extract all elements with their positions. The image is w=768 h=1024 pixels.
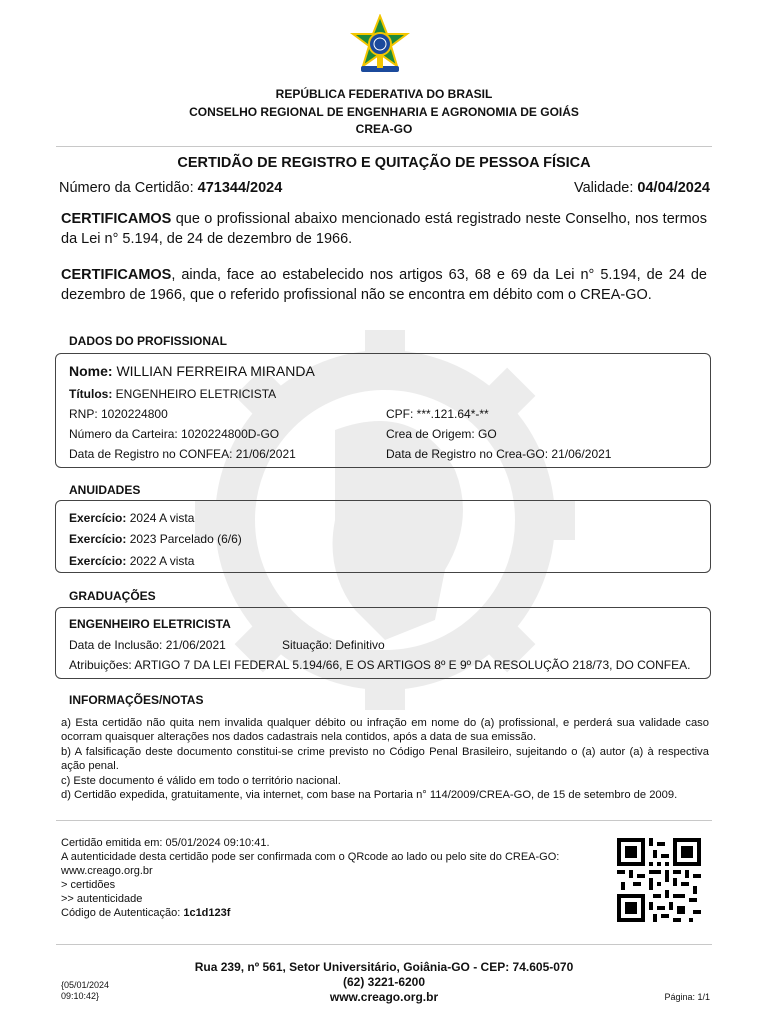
header-crea: CREA-GO: [355, 122, 413, 136]
certify-text-1: que o profissional abaixo mencionado está registrado neste Conselho, nos termos da Lei n° 5.194, de 24 de dezembro de 1966.: [61, 211, 707, 247]
annuity-item: [69, 532, 242, 546]
auth-code-value: 1c1d123f: [183, 907, 231, 919]
divider: [56, 820, 712, 821]
certificate-number-label: Número da Certidão:: [59, 180, 194, 196]
degree-name: ENGENHEIRO ELETRICISTA: [69, 617, 231, 631]
certify-lead-2: CERTIFICAMOS: [61, 267, 172, 283]
certificate-number-value: 471344/2024: [197, 180, 283, 196]
header-council: CONSELHO REGIONAL DE ENGENHARIA E AGRONOMIA DE GOIÁS: [189, 105, 579, 119]
annuity-value: 2024 A vista: [129, 511, 195, 525]
inclusion-date: Data de Inclusão: 21/06/2021: [69, 638, 226, 652]
qr-code-icon[interactable]: [617, 838, 701, 922]
validity: [574, 180, 710, 196]
certify-text-2: , ainda, face ao estabelecido nos artigos 63, 68 e 69 da Lei n° 5.194, de 24 de dezembro de 1966, que o referido profissional não se encontra em débito com o CREA-GO.: [61, 267, 707, 303]
professional-box: [55, 353, 711, 468]
header-republic: REPÚBLICA FEDERATIVA DO BRASIL: [275, 87, 493, 101]
certification-paragraph-1: [61, 209, 707, 249]
authenticity-note: A autenticidade desta certidão pode ser confirmada com o QRcode ao lado ou pelo site do CREA-GO:: [61, 851, 560, 863]
situation: Situação: Definitivo: [282, 638, 385, 652]
council-website[interactable]: www.creago.org.br: [329, 990, 439, 1004]
note-d: d) Certidão expedida, gratuitamente, via internet, com base na Portaria n° 114/2009/CREA-GO, de 15 de setembro de 2009.: [61, 789, 678, 802]
step-autenticidade: >> autenticidade: [61, 893, 143, 905]
certify-lead-1: CERTIFICAMOS: [61, 211, 172, 227]
auth-code: [61, 906, 559, 920]
timestamp-stamp: [61, 980, 109, 1002]
professional-section-title: DADOS DO PROFISSIONAL: [69, 334, 228, 348]
professional-titles: [69, 387, 276, 401]
council-address: Rua 239, nº 561, Setor Universitário, Goiânia-GO - CEP: 74.605-070: [194, 960, 574, 974]
annuity-item: [69, 554, 194, 568]
name-value: WILLIAN FERREIRA MIRANDA: [116, 363, 315, 379]
creago-registration-date: Data de Registro no Crea-GO: 21/06/2021: [386, 447, 612, 461]
cpf: CPF: ***.121.64*-**: [386, 407, 489, 421]
certificate-number: [59, 180, 282, 196]
divider: [56, 944, 712, 945]
timestamp-time: 09:10:42}: [61, 991, 100, 1001]
validity-label: Validade:: [574, 180, 634, 196]
certification-paragraph-2: [61, 265, 707, 305]
timestamp-date: {05/01/2024: [61, 980, 110, 990]
titles-label: Títulos:: [69, 387, 113, 401]
professional-name: [69, 363, 315, 379]
council-phone: (62) 3221-6200: [342, 975, 426, 989]
rnp: RNP: 1020224800: [69, 407, 168, 421]
issued-date: Certidão emitida em: 05/01/2024 09:10:41.: [61, 837, 270, 849]
document-title: CERTIDÃO DE REGISTRO E QUITAÇÃO DE PESSOA FÍSICA: [177, 155, 591, 171]
annuity-value: 2023 Parcelado (6/6): [129, 532, 242, 546]
confea-registration-date: Data de Registro no CONFEA: 21/06/2021: [69, 447, 296, 461]
step-certidoes: > certidões: [61, 879, 116, 891]
auth-code-label: Código de Autenticação:: [61, 907, 181, 919]
annuity-label: Exercício:: [69, 532, 127, 546]
annuity-item: [69, 511, 194, 525]
name-label: Nome:: [69, 363, 113, 379]
graduations-box: [55, 607, 711, 679]
brazil-coat-of-arms-emblem: [349, 14, 411, 78]
attributions: Atribuições: ARTIGO 7 DA LEI FEDERAL 5.194/66, E OS ARTIGOS 8º E 9º DA RESOLUÇÃO 218/73, DO CONFEA.: [69, 658, 691, 672]
crea-origin: Crea de Origem: GO: [386, 427, 497, 441]
graduations-section-title: GRADUAÇÕES: [69, 589, 156, 603]
divider: [56, 146, 712, 147]
authenticity-block: [61, 836, 559, 920]
note-a: a) Esta certidão não quita nem invalida qualquer débito ou infração em nome do (a) profissional, e perderá sua validade caso ocorram quaisquer alterações nos dados cadastrais nela contidos, após a data de sua emissão.: [61, 717, 709, 744]
notes-section-title: INFORMAÇÕES/NOTAS: [69, 693, 204, 707]
titles-value: ENGENHEIRO ELETRICISTA: [115, 387, 277, 401]
note-c: c) Este documento é válido em todo o território nacional.: [61, 774, 341, 787]
annuities-box: [55, 500, 711, 573]
annuities-section-title: ANUIDADES: [69, 483, 141, 497]
page-number: Página: 1/1: [664, 992, 710, 1002]
card-number: Número da Carteira: 1020224800D-GO: [69, 427, 280, 441]
annuity-label: Exercício:: [69, 511, 127, 525]
note-b: b) A falsificação deste documento constitui-se crime previsto no Código Penal Brasileiro, sujeitando o (a) autor (a) à respectiva ação penal.: [61, 745, 709, 773]
annuity-label: Exercício:: [69, 554, 127, 568]
annuity-value: 2022 A vista: [129, 554, 195, 568]
site-link[interactable]: www.creago.org.br: [61, 865, 153, 877]
validity-value: 04/04/2024: [637, 180, 710, 196]
notes-list: [61, 716, 709, 802]
